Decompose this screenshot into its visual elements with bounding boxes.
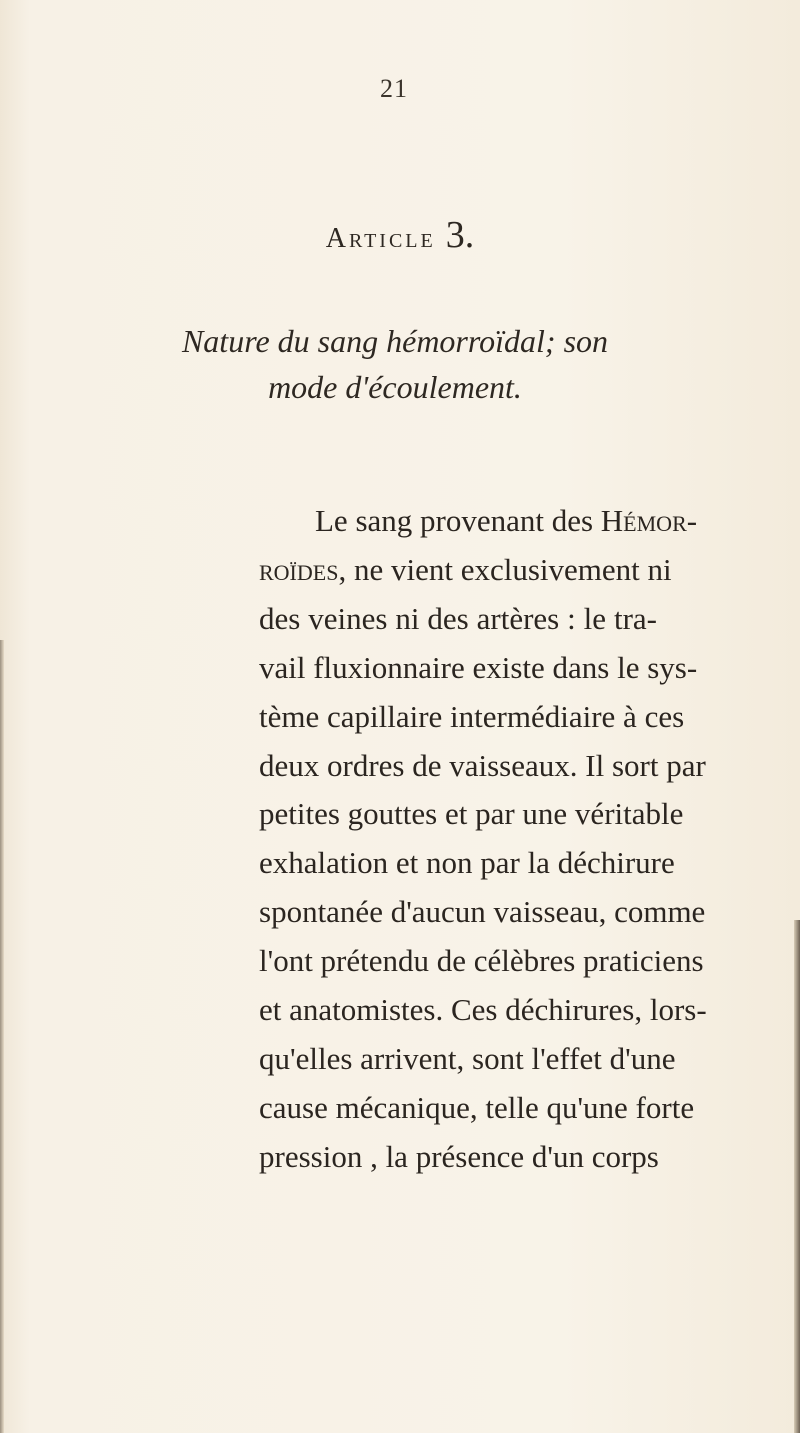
paragraph-line: l'ont prétendu de célèbres praticiens — [259, 943, 704, 979]
line-smallcaps: roïdes — [259, 551, 339, 587]
paragraph-line: qu'elles arrivent, sont l'effet d'une — [259, 1040, 676, 1076]
body-paragraph — [259, 497, 707, 1182]
subtitle-line-2: mode d'écoulement. — [268, 369, 522, 405]
article-heading-word: Article — [325, 223, 436, 254]
paragraph-line — [259, 497, 698, 546]
line-text: Le sang provenant des — [315, 503, 601, 538]
line-smallcaps: Hémor- — [600, 503, 698, 538]
paragraph-line: spontanée d'aucun vaisseau, comme — [259, 894, 706, 930]
paragraph-line: cause mécanique, telle qu'une forte — [259, 1089, 695, 1125]
subtitle-line-1: Nature du sang hémorroïdal; son — [181, 323, 609, 359]
paragraph-line: des veines ni des artères : le tra- — [259, 600, 657, 636]
article-subtitle — [0, 318, 790, 410]
article-heading-number: 3. — [445, 214, 475, 256]
paragraph-line: vail fluxionnaire existe dans le sys- — [259, 649, 698, 685]
paragraph-line: petites gouttes et par une véritable — [259, 796, 684, 832]
article-heading — [0, 213, 800, 257]
page-left-edge — [0, 640, 4, 1433]
paragraph-line: et anatomistes. Ces déchirures, lors- — [259, 992, 707, 1028]
paragraph-line: exhalation et non par la déchirure — [259, 845, 675, 881]
page-number: 21 — [380, 74, 408, 103]
paragraph-line — [259, 546, 672, 595]
paragraph-line: tème capillaire intermédiaire à ces — [259, 698, 685, 734]
line-text: , ne vient exclusivement ni — [338, 551, 672, 587]
page-right-edge — [794, 920, 800, 1433]
paragraph-line: deux ordres de vaisseaux. Il sort par — [259, 747, 706, 783]
paragraph-line: pression , la présence d'un corps — [259, 1138, 659, 1174]
